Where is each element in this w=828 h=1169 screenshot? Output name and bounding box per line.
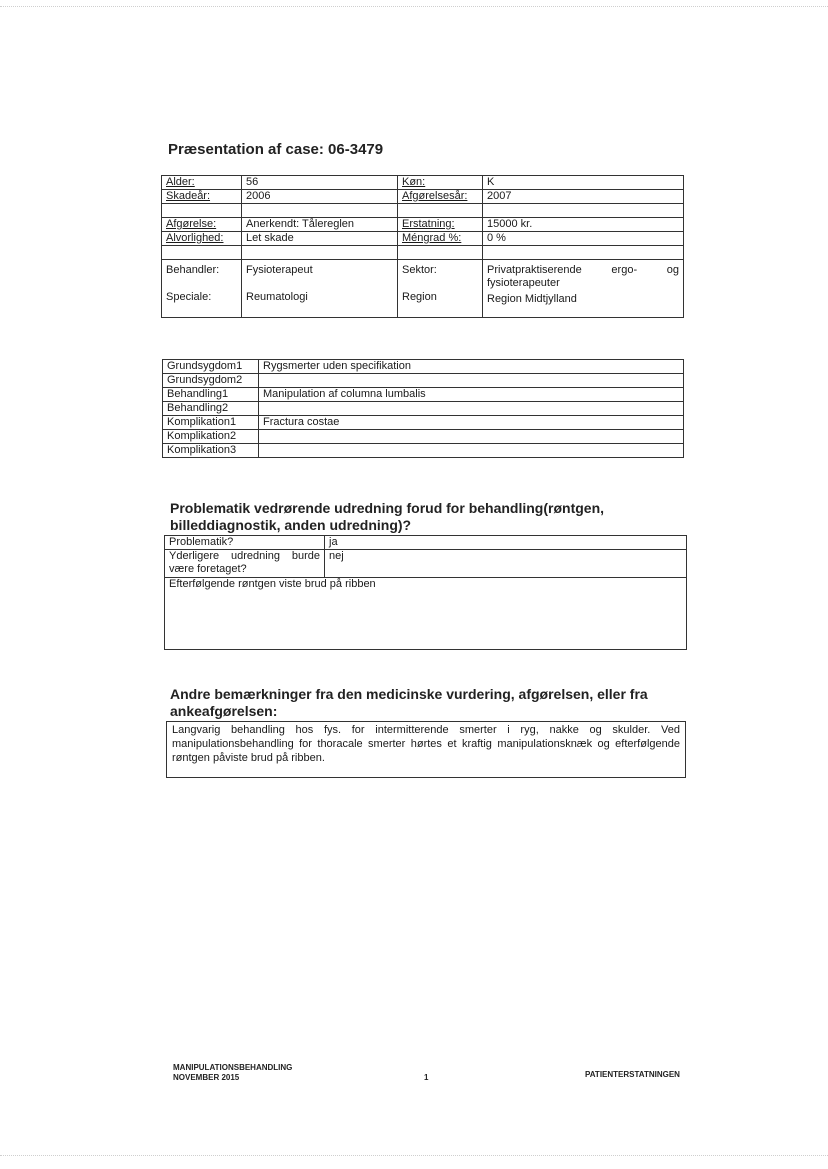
footer-date: NOVEMBER 2015 — [173, 1073, 240, 1082]
remarks-heading: Andre bemærkninger fra den medicinske vurdering, afgørelsen, eller fra ankeafgørelsen: — [170, 686, 648, 719]
footer-org: PATIENTERSTATNINGEN — [585, 1070, 680, 1079]
diagnosis-label: Komplikation3 — [163, 444, 259, 458]
table-row — [163, 360, 684, 374]
problematik-label: Problematik? — [165, 536, 325, 550]
kon-label: Køn: — [398, 176, 483, 190]
diagnosis-table — [162, 359, 684, 458]
erstatning-label: Erstatning: — [398, 218, 483, 232]
skadear-value: 2006 — [242, 190, 398, 204]
table-row-provider — [162, 260, 684, 318]
remarks-box — [166, 721, 686, 778]
afgorelse-label: Afgørelse: — [162, 218, 242, 232]
problematik-value: ja — [325, 536, 687, 550]
diagnosis-value — [259, 374, 684, 388]
diagnosis-value — [259, 430, 684, 444]
table-row — [162, 190, 684, 204]
afgorelsesar-label: Afgørelsesår: — [398, 190, 483, 204]
diagnosis-value: Fractura costae — [259, 416, 684, 430]
alder-value: 56 — [242, 176, 398, 190]
diagnosis-value — [259, 402, 684, 416]
diagnosis-label: Komplikation2 — [163, 430, 259, 444]
speciale-label: Speciale: — [166, 291, 212, 303]
table-row — [163, 388, 684, 402]
alder-label: Alder: — [162, 176, 242, 190]
diagnosis-label: Grundsygdom1 — [163, 360, 259, 374]
diagnosis-value: Rygsmerter uden specifikation — [259, 360, 684, 374]
diagnosis-value: Manipulation af columna lumbalis — [259, 388, 684, 402]
diagnosis-label: Komplikation1 — [163, 416, 259, 430]
sector-label-cell — [398, 260, 483, 318]
sektor-label: Sektor: — [402, 264, 437, 276]
page-number: 1 — [424, 1073, 429, 1082]
kon-value: K — [483, 176, 684, 190]
mengrad-label: Méngrad %: — [398, 232, 483, 246]
diagnosis-label: Grundsygdom2 — [163, 374, 259, 388]
table-row — [163, 402, 684, 416]
skadear-label: Skadeår: — [162, 190, 242, 204]
alvorlighed-value: Let skade — [242, 232, 398, 246]
mengrad-value: 0 % — [483, 232, 684, 246]
bottom-scan-line — [0, 1155, 828, 1156]
diagnosis-label: Behandling2 — [163, 402, 259, 416]
case-info-table — [161, 175, 684, 318]
afgorelsesar-value: 2007 — [483, 190, 684, 204]
table-row — [163, 430, 684, 444]
table-row — [165, 578, 687, 650]
provider-label-cell — [162, 260, 242, 318]
top-scan-line — [0, 6, 828, 7]
footer-left — [173, 1063, 292, 1083]
problem-heading: Problematik vedrørende udredning forud for behandling(røntgen, billeddiagnostik, anden udredning)? — [170, 500, 605, 533]
provider-value-cell — [242, 260, 398, 318]
behandler-value: Fysioterapeut — [246, 264, 313, 276]
table-row — [165, 536, 687, 550]
footer-doc-title: MANIPULATIONSBEHANDLING — [173, 1063, 293, 1072]
remarks-text: Langvarig behandling hos fys. for intermitterende smerter i ryg, nakke og skulder. Ved manipulationsbehandling for thoracale smerter hørtes et kraftig manipulationsknæk og efterfølgende røntgen påviste brud på ribben. — [172, 724, 680, 764]
diagnosis-value — [259, 444, 684, 458]
region-value: Region Midtjylland — [487, 293, 577, 305]
sektor-value: Privatpraktiserende ergo- og fysioterapeuter — [487, 264, 679, 289]
diagnosis-label: Behandling1 — [163, 388, 259, 402]
table-row-blank — [162, 246, 684, 260]
speciale-value: Reumatologi — [246, 291, 308, 303]
alvorlighed-label: Alvorlighed: — [162, 232, 242, 246]
yderligere-value: nej — [325, 550, 687, 578]
problem-table — [164, 535, 687, 650]
afgorelse-value: Anerkendt: Tålereglen — [242, 218, 398, 232]
table-row — [162, 176, 684, 190]
table-row — [162, 232, 684, 246]
table-row — [163, 444, 684, 458]
table-row — [163, 416, 684, 430]
table-row — [162, 218, 684, 232]
problem-note: Efterfølgende røntgen viste brud på ribben — [165, 578, 687, 650]
sector-value-cell — [483, 260, 684, 318]
diagnosis-table-body — [163, 360, 684, 458]
table-row — [165, 550, 687, 578]
table-row-blank — [162, 204, 684, 218]
region-label: Region — [402, 291, 437, 303]
yderligere-label: Yderligere udredning burde være foretaget? — [165, 550, 325, 578]
behandler-label: Behandler: — [166, 264, 220, 276]
page-title: Præsentation af case: 06-3479 — [168, 141, 384, 158]
table-row — [163, 374, 684, 388]
erstatning-value: 15000 kr. — [483, 218, 684, 232]
